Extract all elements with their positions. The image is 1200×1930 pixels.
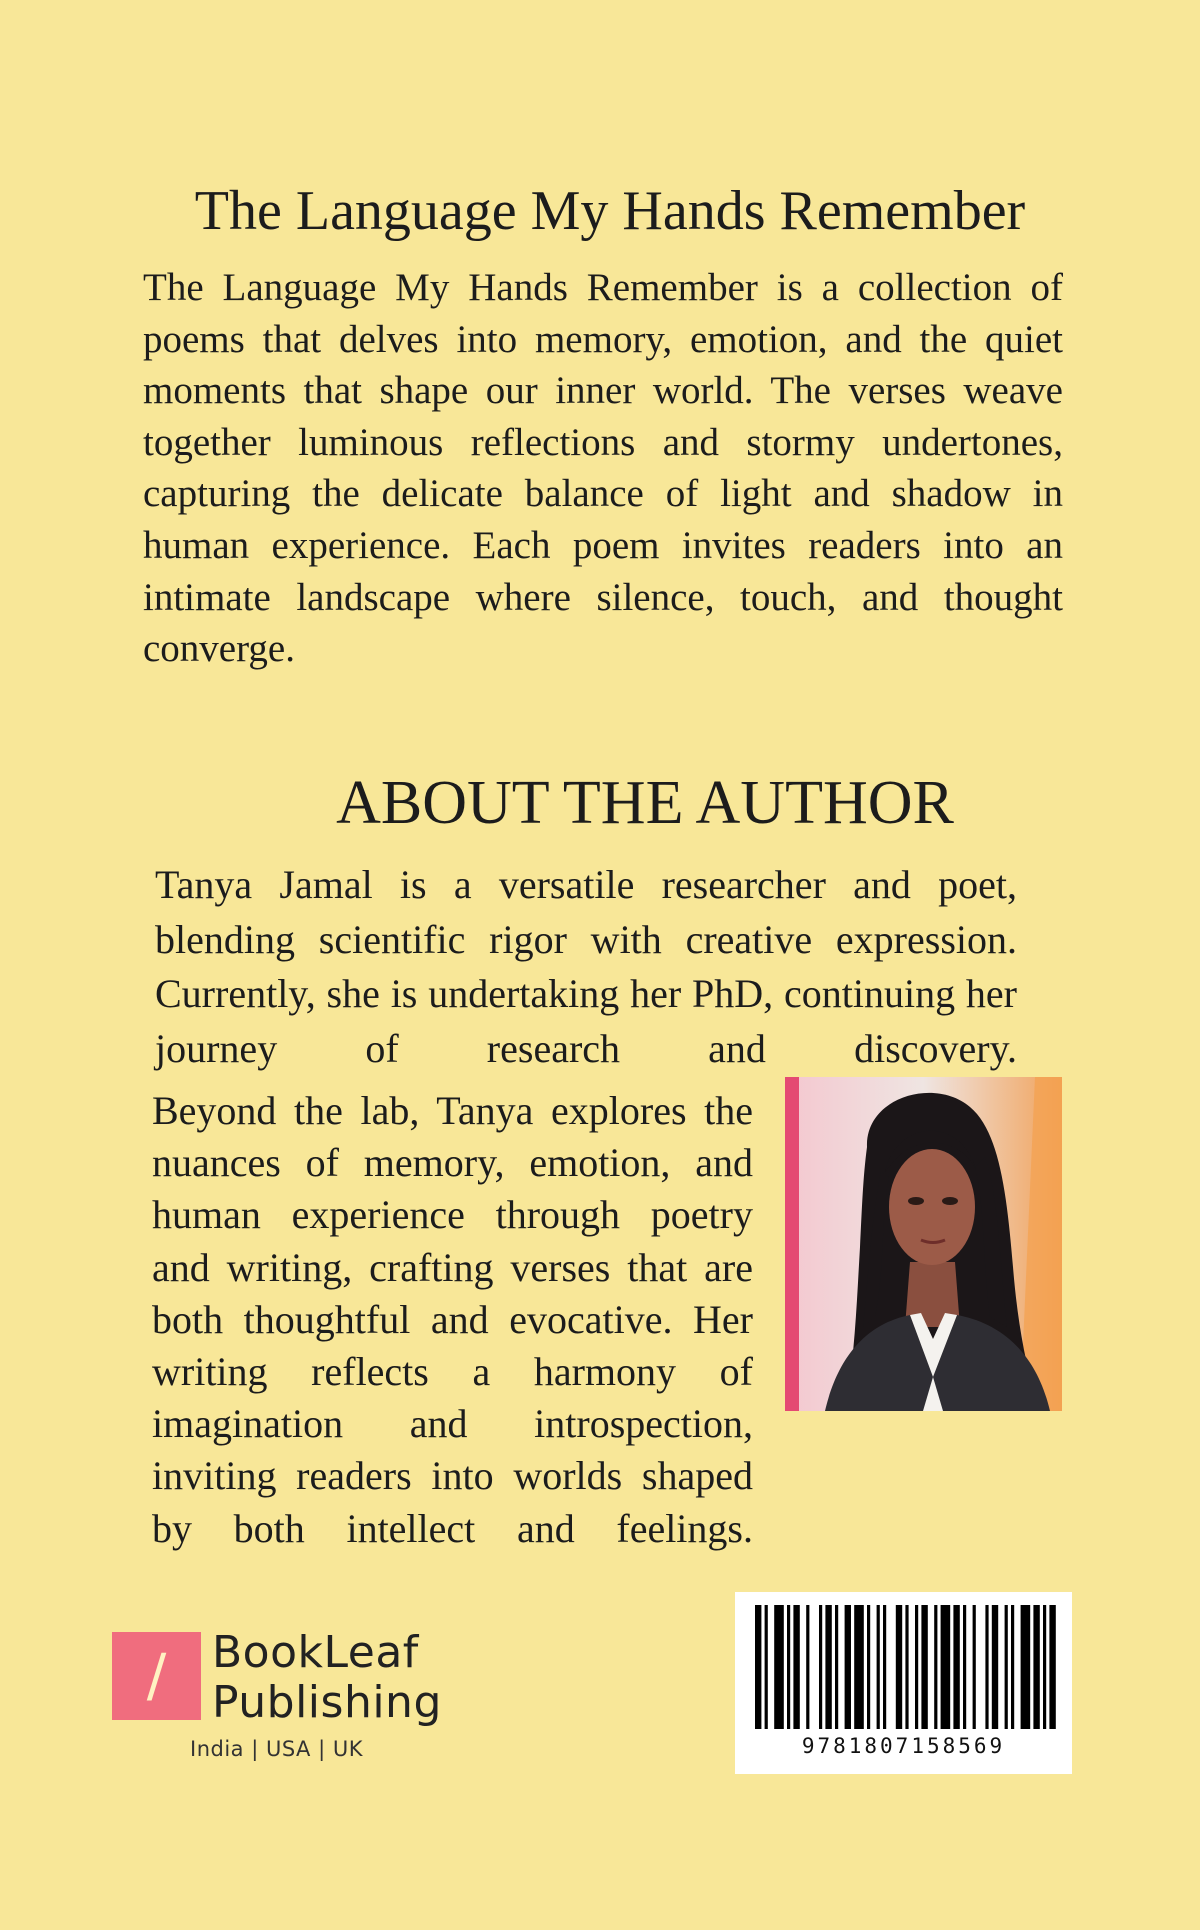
barcode-bar [854, 1605, 864, 1729]
publisher-regions: India | USA | UK [190, 1737, 363, 1761]
barcode-bar [774, 1605, 784, 1729]
barcode-bar [787, 1605, 790, 1729]
barcode-bar [1049, 1605, 1055, 1729]
author-portrait-image [785, 1077, 1062, 1411]
barcode-bars [751, 1605, 1056, 1729]
barcode-bar [915, 1605, 918, 1729]
publisher-name [212, 1628, 442, 1728]
book-title: The Language My Hands Remember [194, 180, 1026, 242]
barcode-bar [992, 1605, 998, 1729]
barcode-bar [825, 1605, 831, 1729]
barcode-bar [896, 1605, 902, 1729]
author-photo [785, 1077, 1062, 1411]
barcode-bar [1005, 1605, 1008, 1729]
barcode-bar [755, 1605, 761, 1729]
barcode-bar [1033, 1605, 1039, 1729]
barcode-bar [883, 1605, 886, 1729]
publisher-name-line2: Publishing [212, 1677, 442, 1728]
slash-glyph: / [146, 1641, 167, 1709]
publisher-name-line1: BookLeaf [212, 1627, 419, 1678]
barcode-bar [793, 1605, 799, 1729]
barcode-bar [765, 1605, 768, 1729]
author-bio-continued: Beyond the lab, Tanya explores the nuances of memory, emotion, and human experience through poetry and writing, crafting verses that are both thoughtful and evocative. Her writing reflects a harmony of imagination and introspection, inviting readers into worlds shaped by both intellect and feelings. [152, 1088, 753, 1551]
barcode-bar [819, 1605, 822, 1729]
book-blurb: The Language My Hands Remember is a collection of poems that delves into memory, emotion, and the quiet moments that shape our inner world. The verses weave together luminous reflections and stormy undertones, capturing the delicate balance of light and shadow in human experience. Each poem invites readers into an intimate landscape where silence, touch, and thought converge. [143, 266, 1063, 671]
about-author-heading: ABOUT THE AUTHOR [336, 769, 954, 837]
author-bio-intro: Tanya Jamal is a versatile researcher and poet, blending scientific rigor with creative expression. Currently, she is undertaking her PhD, continuing her journey of research and discovery. [155, 862, 1017, 1071]
barcode-bar [941, 1605, 951, 1729]
barcode-bar [953, 1605, 959, 1729]
isbn-number: 9781807158569 [801, 1734, 1006, 1758]
barcode-bar [905, 1605, 908, 1729]
publisher-logo [112, 1627, 442, 1730]
barcode-bar [835, 1605, 838, 1729]
barcode-bar [921, 1605, 927, 1729]
barcode-bar [985, 1605, 988, 1729]
barcode-bar [963, 1605, 966, 1729]
barcode-bar [867, 1605, 870, 1729]
publisher-logo-mark [112, 1632, 201, 1720]
barcode-bar [934, 1605, 937, 1729]
barcode-bar [1043, 1605, 1046, 1729]
barcode-bar [1011, 1605, 1014, 1729]
barcode-bar [877, 1605, 880, 1729]
barcode-bar [1021, 1605, 1031, 1729]
isbn-barcode [735, 1592, 1072, 1774]
barcode-bar [973, 1605, 976, 1729]
barcode-bar [845, 1605, 851, 1729]
barcode-bar [806, 1605, 809, 1729]
